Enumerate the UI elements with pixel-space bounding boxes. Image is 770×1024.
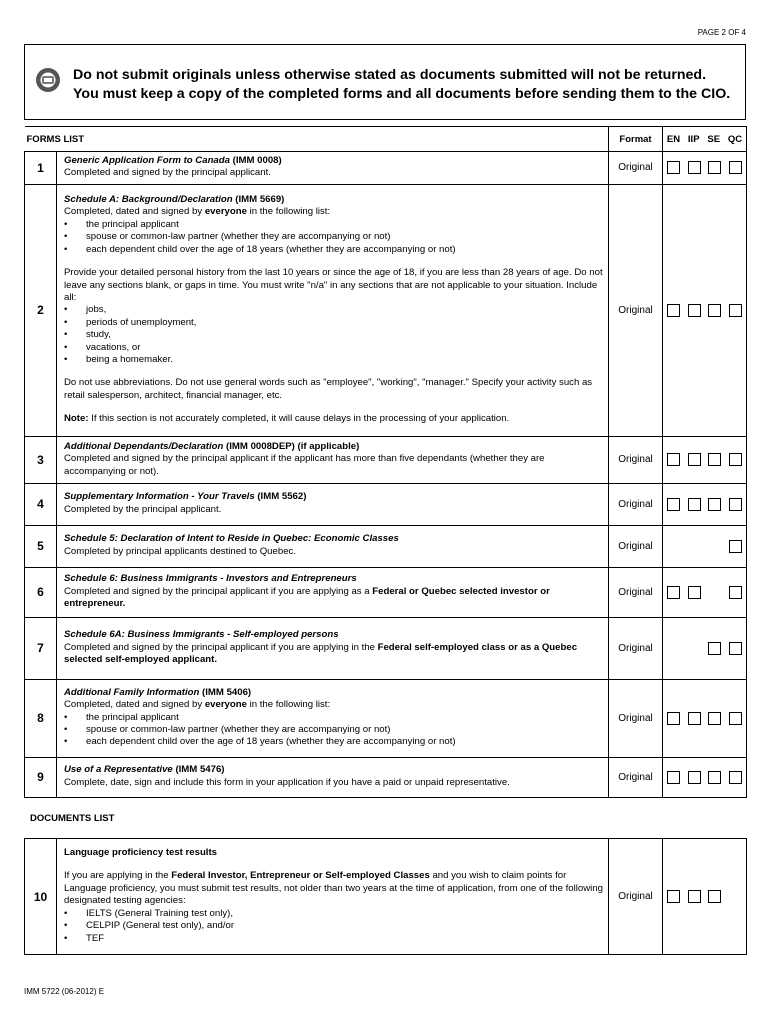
form-title: Schedule A: Background/Declaration: [64, 194, 233, 206]
column-en: EN: [666, 133, 681, 145]
row-number: 5: [25, 525, 57, 567]
row-number: 4: [25, 483, 57, 525]
table-row: [25, 436, 747, 483]
checkbox-en[interactable]: [667, 161, 680, 174]
checkbox-qc[interactable]: [729, 304, 742, 317]
row-number: 1: [25, 152, 57, 185]
form-title: Use of a Representative: [64, 764, 173, 776]
checkbox-qc[interactable]: [729, 586, 742, 599]
list-item: • being a homemaker.: [64, 354, 604, 366]
row-number: 3: [25, 436, 57, 483]
row-format: Original: [609, 757, 663, 797]
row-text-bold: Federal self-employed class or as a Quebec selected self-employed applicant.: [64, 641, 578, 666]
checkbox-iip[interactable]: [688, 304, 701, 317]
row-description: [57, 617, 609, 679]
list-item: • the principal applicant: [64, 219, 604, 231]
table-row: [25, 152, 747, 185]
column-format: Format: [609, 127, 663, 152]
row-format: Original: [609, 152, 663, 185]
checkbox-qc[interactable]: [729, 453, 742, 466]
checkbox-iip[interactable]: [688, 161, 701, 174]
row-text-bold: everyone: [204, 699, 247, 711]
row-description: [57, 436, 609, 483]
list-item: • CELPIP (General test only), and/or: [64, 920, 604, 932]
checkbox-iip[interactable]: [688, 890, 701, 903]
row-description: [57, 184, 609, 436]
list-item: • vacations, or: [64, 342, 604, 354]
row-text: Completed by principal applicants destined to Quebec.: [64, 545, 296, 557]
checkbox-en[interactable]: [667, 453, 680, 466]
checkbox-se[interactable]: [708, 712, 721, 725]
checkbox-se[interactable]: [708, 890, 721, 903]
page-number: PAGE 2 OF 4: [697, 28, 746, 37]
row-text: and you wish to claim points for Language proficiency, you must submit test results, not older than two years at the time of application, from one of the following designated testing agencies:: [64, 870, 603, 907]
form-title: Generic Application Form to Canada: [64, 155, 230, 166]
row-description: [57, 525, 609, 567]
form-code: (IMM 0008DEP) (if applicable): [223, 440, 360, 452]
form-code: (IMM 5669): [232, 194, 285, 206]
table-row: [25, 679, 747, 757]
bullet-list: [64, 304, 604, 366]
column-programs: [663, 127, 747, 152]
table-row: [25, 839, 747, 955]
row-format: Original: [609, 436, 663, 483]
notice-line-1: Do not submit originals unless otherwise stated as documents submitted will not be returned.: [73, 67, 707, 83]
row-text: in the following list:: [246, 699, 331, 711]
row-text-bold: everyone: [204, 206, 247, 218]
table-row: [25, 483, 747, 525]
checkbox-iip[interactable]: [688, 586, 701, 599]
list-item: • each dependent child over the age of 18 years (whether they are accompanying or not): [64, 244, 604, 256]
row-description: [57, 679, 609, 757]
history-text: Provide your detailed personal history from the last 10 years or since the age of 18, if you are less than 28 years of age. Do not leave any sections blank, or gaps in time. You must write "n/a" in any sections that are not applicable to your situation. Include all:: [64, 267, 603, 303]
table-row: [25, 567, 747, 617]
row-text-bold: Federal Investor, Entrepreneur or Self-employed Classes: [171, 870, 430, 882]
form-title: Additional Dependants/Declaration: [64, 440, 224, 452]
row-text: Completed, dated and signed by: [64, 206, 205, 218]
table-row: [25, 184, 747, 436]
form-code: (IMM 5406): [199, 686, 252, 698]
forms-list-title: FORMS LIST: [25, 127, 609, 152]
form-title: Schedule 6A: Business Immigrants - Self-employed persons: [64, 629, 339, 641]
row-format: Original: [609, 184, 663, 436]
checkbox-qc[interactable]: [729, 712, 742, 725]
checkbox-iip[interactable]: [688, 771, 701, 784]
list-item: • TEF: [64, 933, 604, 945]
column-se: SE: [707, 133, 721, 145]
checkbox-en[interactable]: [667, 586, 680, 599]
forms-list-header: [25, 127, 747, 152]
bullet-list: [64, 219, 604, 256]
row-description: [57, 757, 609, 797]
checkbox-se[interactable]: [708, 642, 721, 655]
checkbox-en[interactable]: [667, 890, 680, 903]
checkbox-en[interactable]: [667, 304, 680, 317]
row-number: 2: [25, 184, 57, 436]
row-description: [57, 483, 609, 525]
table-row: [25, 525, 747, 567]
form-title: Schedule 6: Business Immigrants - Investors and Entrepreneurs: [64, 573, 357, 585]
checkbox-se[interactable]: [708, 498, 721, 511]
row-text: in the following list:: [246, 206, 331, 218]
row-text: Completed and signed by the principal applicant if the applicant has more than five dependants (whether they are accompanying or not).: [64, 453, 545, 477]
note-text: If this section is not accurately completed, it will cause delays in the processing of your application.: [88, 413, 510, 425]
row-format: Original: [609, 567, 663, 617]
form-code: (IMM 5476): [172, 764, 225, 776]
column-qc: QC: [727, 133, 743, 145]
form-title: Supplementary Information - Your Travels: [64, 491, 255, 503]
row-text: Completed by the principal applicant.: [64, 503, 222, 515]
form-title: Schedule 5: Declaration of Intent to Reside in Quebec: Economic Classes: [64, 533, 399, 545]
information-icon: [35, 67, 61, 93]
row-text: Completed and signed by the principal applicant if you are applying in the: [64, 641, 378, 653]
checkbox-se[interactable]: [708, 453, 721, 466]
notice-line-2: You must keep a copy of the completed forms and all documents before sending them to the CIO.: [73, 86, 731, 102]
row-number: 7: [25, 617, 57, 679]
row-format: Original: [609, 839, 663, 955]
checkbox-en[interactable]: [667, 712, 680, 725]
list-item: • IELTS (General Training test only),: [64, 908, 604, 920]
row-format: Original: [609, 617, 663, 679]
checkbox-qc[interactable]: [729, 161, 742, 174]
list-item: • periods of unemployment,: [64, 317, 604, 329]
list-item: • study,: [64, 329, 604, 341]
checkbox-qc[interactable]: [729, 642, 742, 655]
checkbox-en[interactable]: [667, 498, 680, 511]
list-item: • spouse or common-law partner (whether they are accompanying or not): [64, 231, 604, 243]
document-title: Language proficiency test results: [64, 847, 218, 859]
bullet-list: [64, 712, 604, 749]
abbreviation-text: Do not use abbreviations. Do not use general words such as "employee", "working", "manager." Specify your activity such as retail salesperson, architect, financial manager, etc.: [64, 377, 593, 401]
row-text: Completed and signed by the principal applicant if you are applying as a: [64, 585, 373, 597]
list-item: • the principal applicant: [64, 712, 604, 724]
checkbox-qc[interactable]: [729, 540, 742, 553]
row-number: 8: [25, 679, 57, 757]
bullet-list: [64, 908, 604, 945]
row-text-bold: Federal or Quebec selected investor or entrepreneur.: [64, 585, 550, 610]
checkbox-en[interactable]: [667, 771, 680, 784]
row-number: 9: [25, 757, 57, 797]
row-text: Complete, date, sign and include this form in your application if you have a paid or unpaid representative.: [64, 776, 510, 788]
list-item: • jobs,: [64, 304, 604, 316]
checkbox-se[interactable]: [708, 161, 721, 174]
forms-list-table: [24, 126, 747, 798]
table-row: [25, 757, 747, 797]
documents-list-table: [24, 838, 747, 955]
notice-box: [24, 44, 746, 120]
row-format: Original: [609, 525, 663, 567]
note-label: Note:: [64, 413, 89, 425]
checkbox-se[interactable]: [708, 771, 721, 784]
row-description: [57, 152, 609, 185]
table-row: [25, 617, 747, 679]
checkbox-qc[interactable]: [729, 498, 742, 511]
checkbox-iip[interactable]: [688, 498, 701, 511]
form-code: (IMM 0008): [229, 155, 282, 166]
column-iip: IIP: [687, 133, 700, 145]
row-text: Completed, dated and signed by: [64, 699, 205, 711]
list-item: • spouse or common-law partner (whether they are accompanying or not): [64, 724, 604, 736]
checkbox-qc[interactable]: [729, 771, 742, 784]
form-code: (IMM 5562): [254, 491, 307, 503]
row-number: 10: [25, 839, 57, 955]
form-title: Additional Family Information: [64, 686, 200, 698]
form-footer-code: IMM 5722 (06-2012) E: [24, 987, 105, 996]
row-format: Original: [609, 483, 663, 525]
row-text: If you are applying in the: [64, 870, 172, 882]
row-description: [57, 839, 609, 955]
row-text: Completed and signed by the principal applicant.: [64, 167, 271, 179]
row-format: Original: [609, 679, 663, 757]
documents-list-title: DOCUMENTS LIST: [30, 813, 115, 824]
row-number: 6: [25, 567, 57, 617]
checkbox-iip[interactable]: [688, 712, 701, 725]
row-description: [57, 567, 609, 617]
checkbox-iip[interactable]: [688, 453, 701, 466]
checkbox-se[interactable]: [708, 304, 721, 317]
list-item: • each dependent child over the age of 18 years (whether they are accompanying or not): [64, 736, 604, 748]
